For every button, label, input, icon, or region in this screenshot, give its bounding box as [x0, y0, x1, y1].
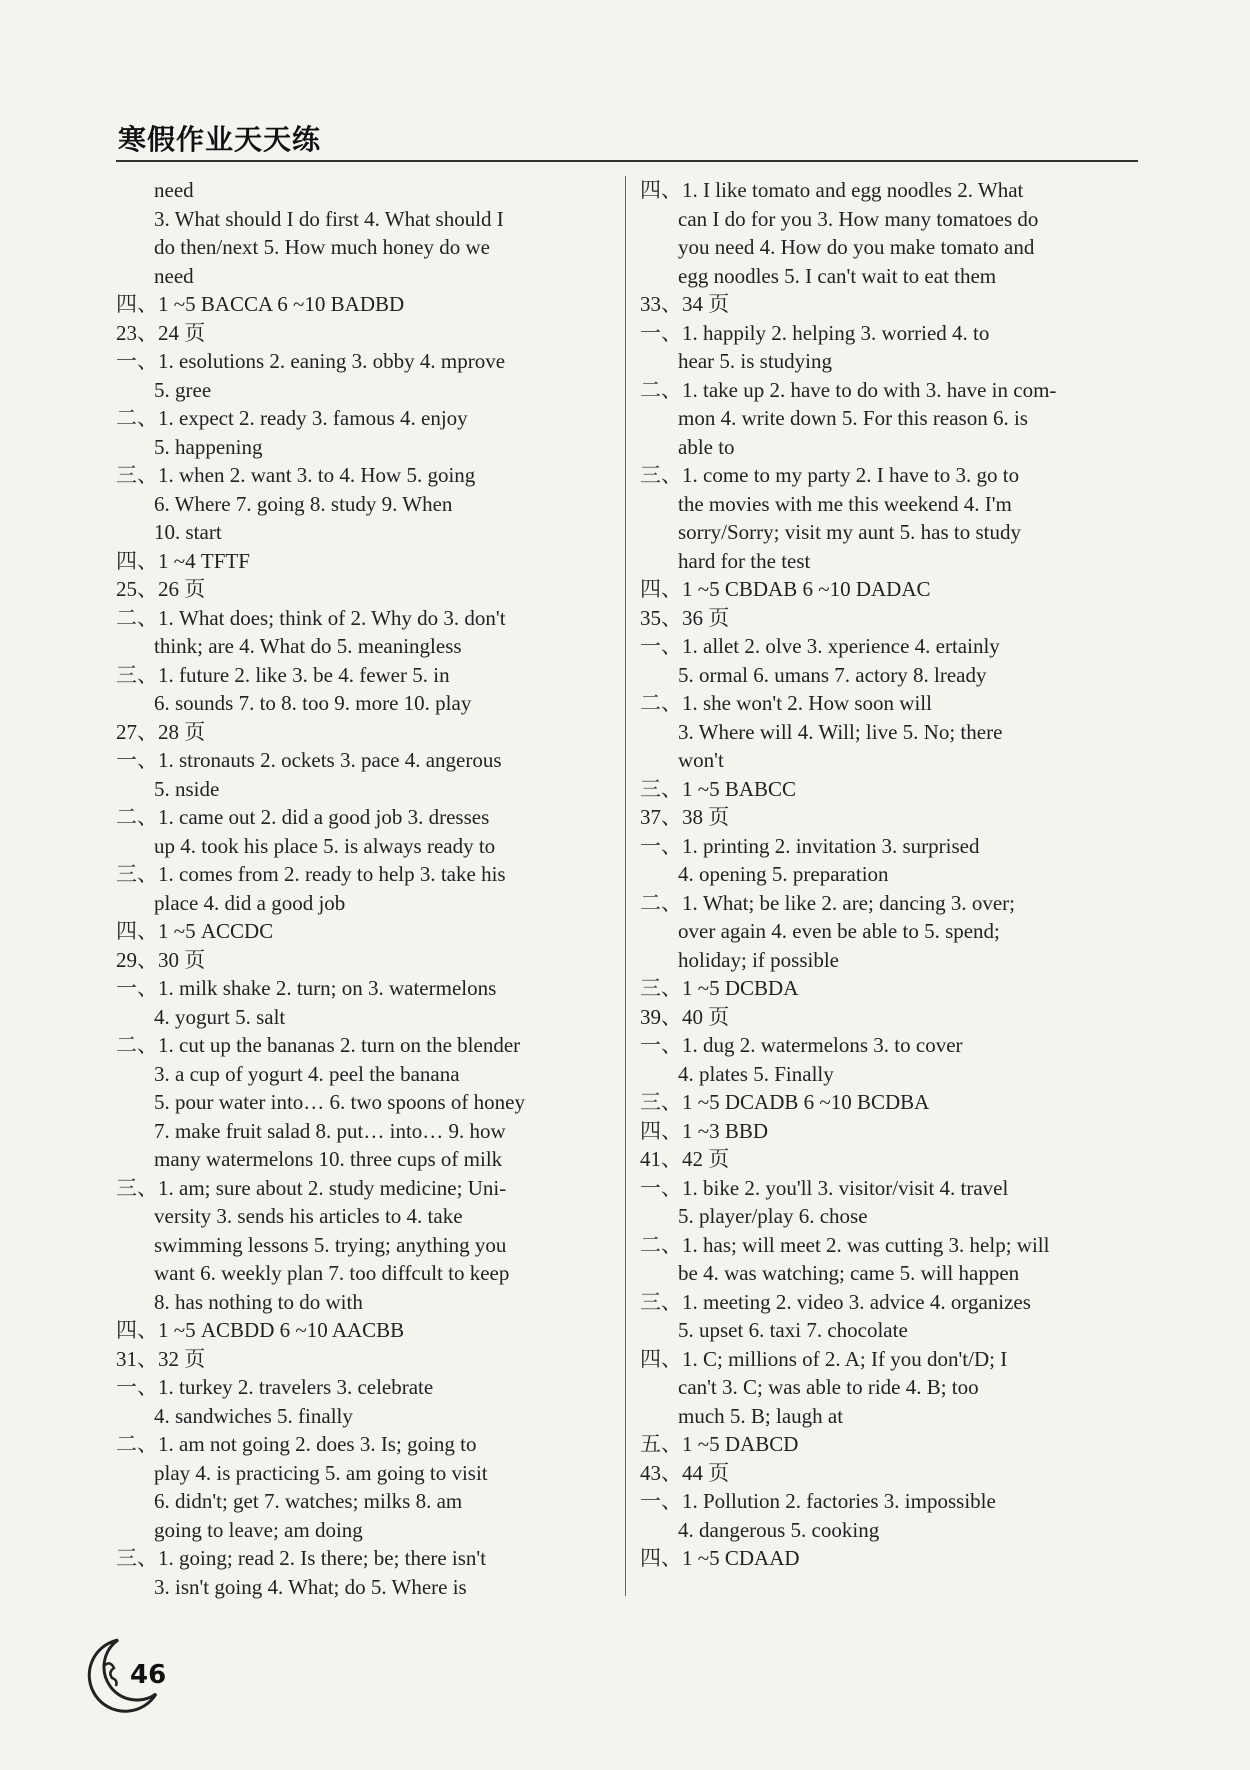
- answer-line: 5. ormal 6. umans 7. actory 8. lready: [678, 662, 987, 687]
- answer-line: want 6. weekly plan 7. too diffcult to keep: [154, 1261, 510, 1285]
- answer-line: 一、1. bike 2. you'll 3. visitor/visit 4. travel: [640, 1175, 1009, 1200]
- page-footer: [78, 1632, 168, 1722]
- answer-line: mon 4. write down 5. For this reason 6. is: [678, 406, 1028, 430]
- answer-line: 二、1. take up 2. have to do with 3. have in com-: [640, 377, 1057, 402]
- answer-line: 一、1. allet 2. olve 3. xperience 4. ertainly: [640, 634, 1000, 658]
- answer-line: 四、1. C; millions of 2. A; If you don't/D; I: [640, 1346, 1008, 1371]
- answer-line: can I do for you 3. How many tomatoes do: [678, 206, 1039, 231]
- answer-line: 3. What should I do first 4. What should I: [154, 206, 504, 231]
- answer-line: 6. Where 7. going 8. study 9. When: [154, 491, 453, 516]
- answer-line: 23、24 页: [116, 320, 206, 345]
- answer-line: 4. yogurt 5. salt: [154, 1004, 286, 1029]
- answer-line: sorry/Sorry; visit my aunt 5. has to study: [678, 520, 1021, 544]
- answer-line: play 4. is practicing 5. am going to visit: [154, 1460, 488, 1485]
- header-rule: [116, 160, 1138, 162]
- answer-line: 一、1. happily 2. helping 3. worried 4. to: [640, 320, 990, 345]
- answer-line: 一、1. milk shake 2. turn; on 3. watermelons: [116, 976, 497, 1000]
- answer-line: egg noodles 5. I can't wait to eat them: [678, 263, 997, 288]
- answer-line: 三、1. meeting 2. video 3. advice 4. organizes: [640, 1289, 1031, 1314]
- answer-line: 3. Where will 4. Will; live 5. No; there: [678, 719, 1003, 744]
- answer-line: 一、1. Pollution 2. factories 3. impossible: [640, 1489, 996, 1513]
- answer-line: hear 5. is studying: [678, 349, 832, 373]
- answer-line: 5. player/play 6. chose: [678, 1204, 868, 1228]
- answer-line: 一、1. turkey 2. travelers 3. celebrate: [116, 1375, 434, 1399]
- answer-line: 25、26 页: [116, 577, 206, 601]
- answer-line: 三、1 ~5 DCBDA: [640, 976, 799, 1000]
- answer-line: 10. start: [154, 520, 222, 544]
- answer-line: can't 3. C; was able to ride 4. B; too: [678, 1375, 979, 1399]
- answer-line: 8. has nothing to do with: [154, 1289, 363, 1314]
- answer-line: 二、1. cut up the bananas 2. turn on the blender: [116, 1033, 521, 1057]
- answer-line: 三、1. future 2. like 3. be 4. fewer 5. in: [116, 662, 450, 687]
- answer-line: think; are 4. What do 5. meaningless: [154, 634, 462, 658]
- answer-line: 三、1. come to my party 2. I have to 3. go to: [640, 463, 1020, 487]
- answer-line: 二、1. has; will meet 2. was cutting 3. help; will: [640, 1232, 1050, 1257]
- answer-line: 7. make fruit salad 8. put… into… 9. how: [154, 1118, 506, 1143]
- answer-line: 一、1. esolutions 2. eaning 3. obby 4. mprove: [116, 349, 506, 373]
- answer-line: 4. dangerous 5. cooking: [678, 1517, 880, 1542]
- answer-line: 四、1 ~3 BBD: [640, 1118, 769, 1143]
- answer-line: 四、1 ~5 CDAAD: [640, 1546, 800, 1570]
- answer-line: 3. a cup of yogurt 4. peel the banana: [154, 1061, 460, 1086]
- answer-line: do then/next 5. How much honey do we: [154, 235, 490, 259]
- answer-line: many watermelons 10. three cups of milk: [154, 1147, 503, 1171]
- answer-line: able to: [678, 434, 735, 459]
- answer-line: 四、1 ~5 BACCA 6 ~10 BADBD: [116, 292, 405, 316]
- answer-line: the movies with me this weekend 4. I'm: [678, 491, 1012, 516]
- answer-line: 三、1 ~5 DCADB 6 ~10 BCDBA: [640, 1090, 930, 1114]
- answer-line: 二、1. came out 2. did a good job 3. dresses: [116, 805, 490, 829]
- answer-line: 31、32 页: [116, 1346, 206, 1371]
- answer-line: over again 4. even be able to 5. spend;: [678, 919, 1000, 943]
- answer-line: 29、30 页: [116, 947, 206, 972]
- answer-line: 二、1. What; be like 2. are; dancing 3. over;: [640, 890, 1015, 915]
- answer-line: holiday; if possible: [678, 947, 839, 972]
- answer-line: 一、1. printing 2. invitation 3. surprised: [640, 833, 980, 858]
- answer-line: 5. pour water into… 6. two spoons of honey: [154, 1090, 525, 1114]
- answer-line: 四、1 ~4 TFTF: [116, 548, 250, 573]
- answer-line: 27、28 页: [116, 719, 206, 744]
- answer-line: 三、1. going; read 2. Is there; be; there isn't: [116, 1546, 487, 1570]
- answer-line: 5. happening: [154, 434, 263, 459]
- answer-line: need: [154, 263, 194, 288]
- answer-line: up 4. took his place 5. is always ready to: [154, 833, 496, 858]
- answer-line: going to leave; am doing: [154, 1517, 363, 1542]
- answer-line: hard for the test: [678, 548, 811, 573]
- answer-line: 6. sounds 7. to 8. too 9. more 10. play: [154, 691, 472, 715]
- answer-line: 5. gree: [154, 377, 212, 402]
- answer-line: 一、1. stronauts 2. ockets 3. pace 4. angerous: [116, 748, 502, 772]
- answer-line: 6. didn't; get 7. watches; milks 8. am: [154, 1489, 463, 1513]
- answer-line: 一、1. dug 2. watermelons 3. to cover: [640, 1033, 963, 1057]
- answer-line: 四、1 ~5 ACBDD 6 ~10 AACBB: [116, 1318, 405, 1342]
- answer-line: versity 3. sends his articles to 4. take: [154, 1204, 463, 1228]
- answer-line: 二、1. expect 2. ready 3. famous 4. enjoy: [116, 406, 468, 430]
- answer-line: 二、1. What does; think of 2. Why do 3. don't: [116, 605, 506, 630]
- answer-line: 3. isn't going 4. What; do 5. Where is: [154, 1574, 467, 1599]
- answer-line: 四、1. I like tomato and egg noodles 2. What: [640, 178, 1024, 202]
- page-number: 46: [130, 1660, 167, 1690]
- answer-line: swimming lessons 5. trying; anything you: [154, 1232, 507, 1257]
- answer-line: 35、36 页: [640, 605, 730, 630]
- answer-line: 43、44 页: [640, 1460, 730, 1485]
- answer-line: much 5. B; laugh at: [678, 1403, 844, 1428]
- answer-line: 41、42 页: [640, 1147, 730, 1171]
- answer-line: need: [154, 178, 194, 202]
- column-divider: [625, 176, 626, 1596]
- answer-line: 四、1 ~5 ACCDC: [116, 919, 274, 943]
- answer-line: 三、1. when 2. want 3. to 4. How 5. going: [116, 463, 476, 487]
- answer-line: 37、38 页: [640, 805, 730, 829]
- answer-line: 四、1 ~5 CBDAB 6 ~10 DADAC: [640, 577, 931, 601]
- answer-line: 39、40 页: [640, 1004, 730, 1029]
- answer-line: 三、1. comes from 2. ready to help 3. take his: [116, 862, 506, 886]
- answer-line: 5. nside: [154, 776, 220, 801]
- answer-line: 二、1. am not going 2. does 3. Is; going to: [116, 1432, 477, 1456]
- answer-line: 三、1 ~5 BABCC: [640, 776, 797, 801]
- answer-column-right: [640, 176, 1140, 1573]
- answer-line: 五、1 ~5 DABCD: [640, 1432, 799, 1456]
- answer-column-left: [116, 176, 616, 1601]
- answer-line: 33、34 页: [640, 292, 730, 316]
- answer-line: won't: [678, 748, 724, 772]
- answer-line: 三、1. am; sure about 2. study medicine; Uni-: [116, 1175, 507, 1200]
- answer-line: 4. sandwiches 5. finally: [154, 1403, 353, 1428]
- answer-line: 5. upset 6. taxi 7. chocolate: [678, 1318, 908, 1342]
- answer-line: place 4. did a good job: [154, 890, 346, 915]
- answer-line: be 4. was watching; came 5. will happen: [678, 1261, 1020, 1285]
- answer-line: 4. plates 5. Finally: [678, 1061, 834, 1086]
- answer-line: 4. opening 5. preparation: [678, 862, 889, 886]
- answer-line: you need 4. How do you make tomato and: [678, 235, 1035, 259]
- page-header-title: 寒假作业天天练: [118, 123, 322, 156]
- answer-line: 二、1. she won't 2. How soon will: [640, 691, 932, 715]
